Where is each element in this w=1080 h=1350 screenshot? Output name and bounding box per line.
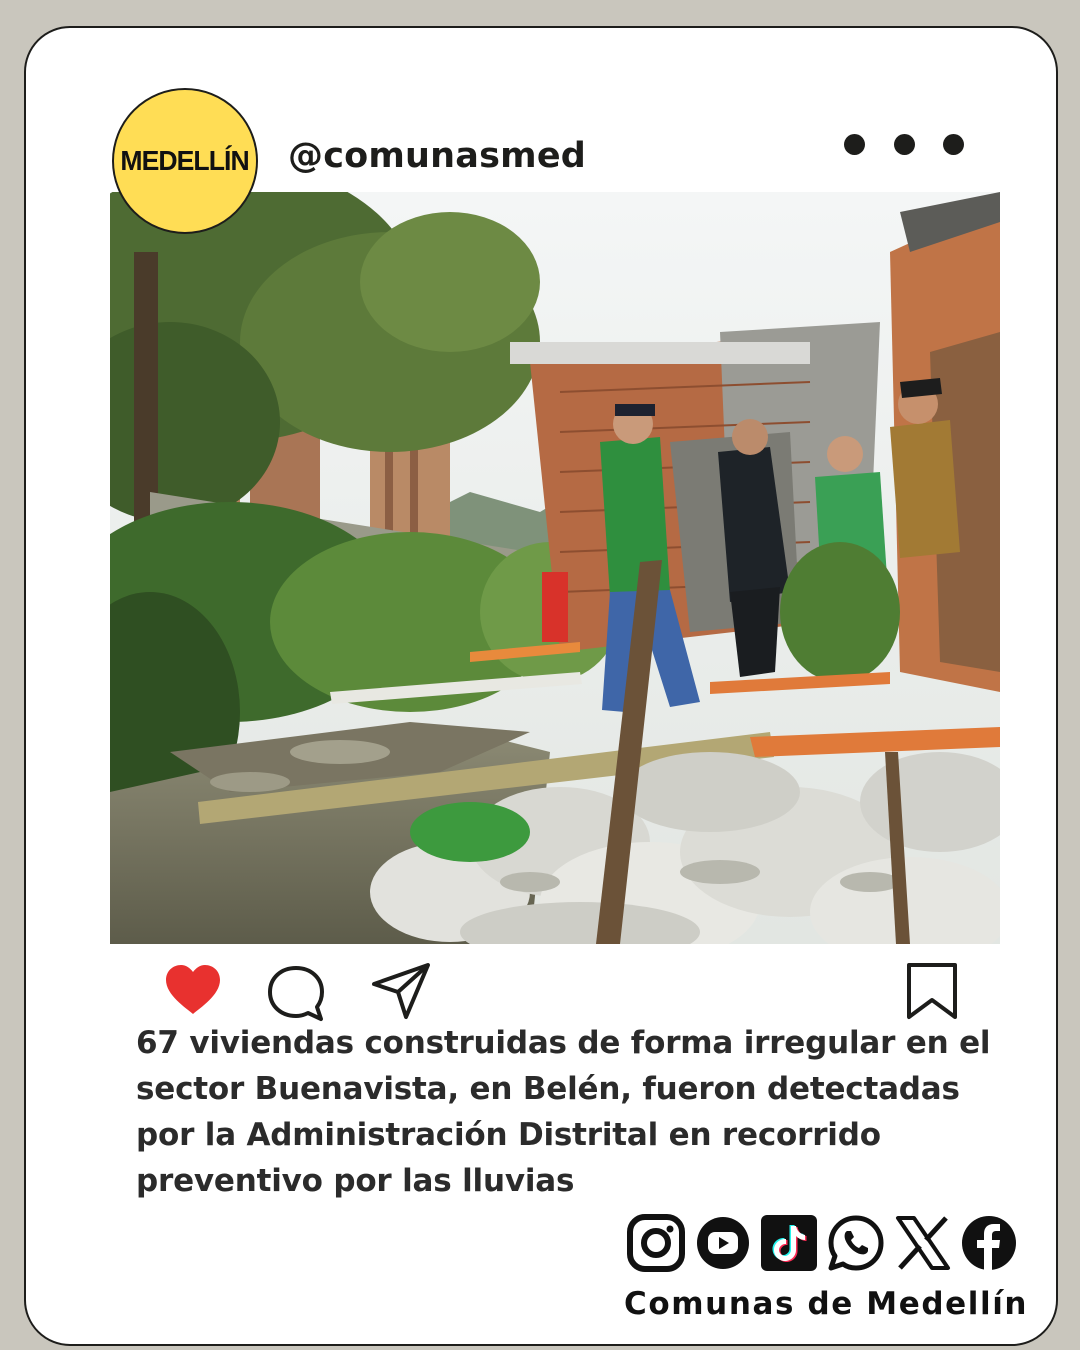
- social-links: [626, 1210, 1018, 1276]
- avatar-text: MEDELLÍN: [120, 145, 250, 176]
- send-icon[interactable]: [370, 962, 432, 1020]
- whatsapp-icon[interactable]: [826, 1213, 886, 1273]
- heart-icon[interactable]: [164, 964, 222, 1016]
- bookmark-icon[interactable]: [906, 962, 958, 1020]
- post-card: [24, 26, 1058, 1346]
- brand-name: Comunas de Medellín: [624, 1286, 1029, 1322]
- post-photo: [110, 192, 1000, 944]
- instagram-icon[interactable]: [626, 1213, 686, 1273]
- tiktok-icon[interactable]: [760, 1213, 818, 1273]
- youtube-icon[interactable]: [694, 1213, 752, 1273]
- more-options-icon[interactable]: [844, 130, 964, 158]
- post-caption: 67 viviendas construidas de forma irregular en el sector Buenavista, en Belén, fueron detectadas por la Administración Distrital en recorrido preventivo por las lluvias: [136, 1025, 991, 1199]
- account-handle[interactable]: @comunasmed: [288, 136, 587, 176]
- x-icon[interactable]: [894, 1213, 952, 1273]
- avatar[interactable]: [112, 88, 258, 234]
- facebook-icon[interactable]: [960, 1213, 1018, 1273]
- comment-icon[interactable]: [266, 964, 326, 1024]
